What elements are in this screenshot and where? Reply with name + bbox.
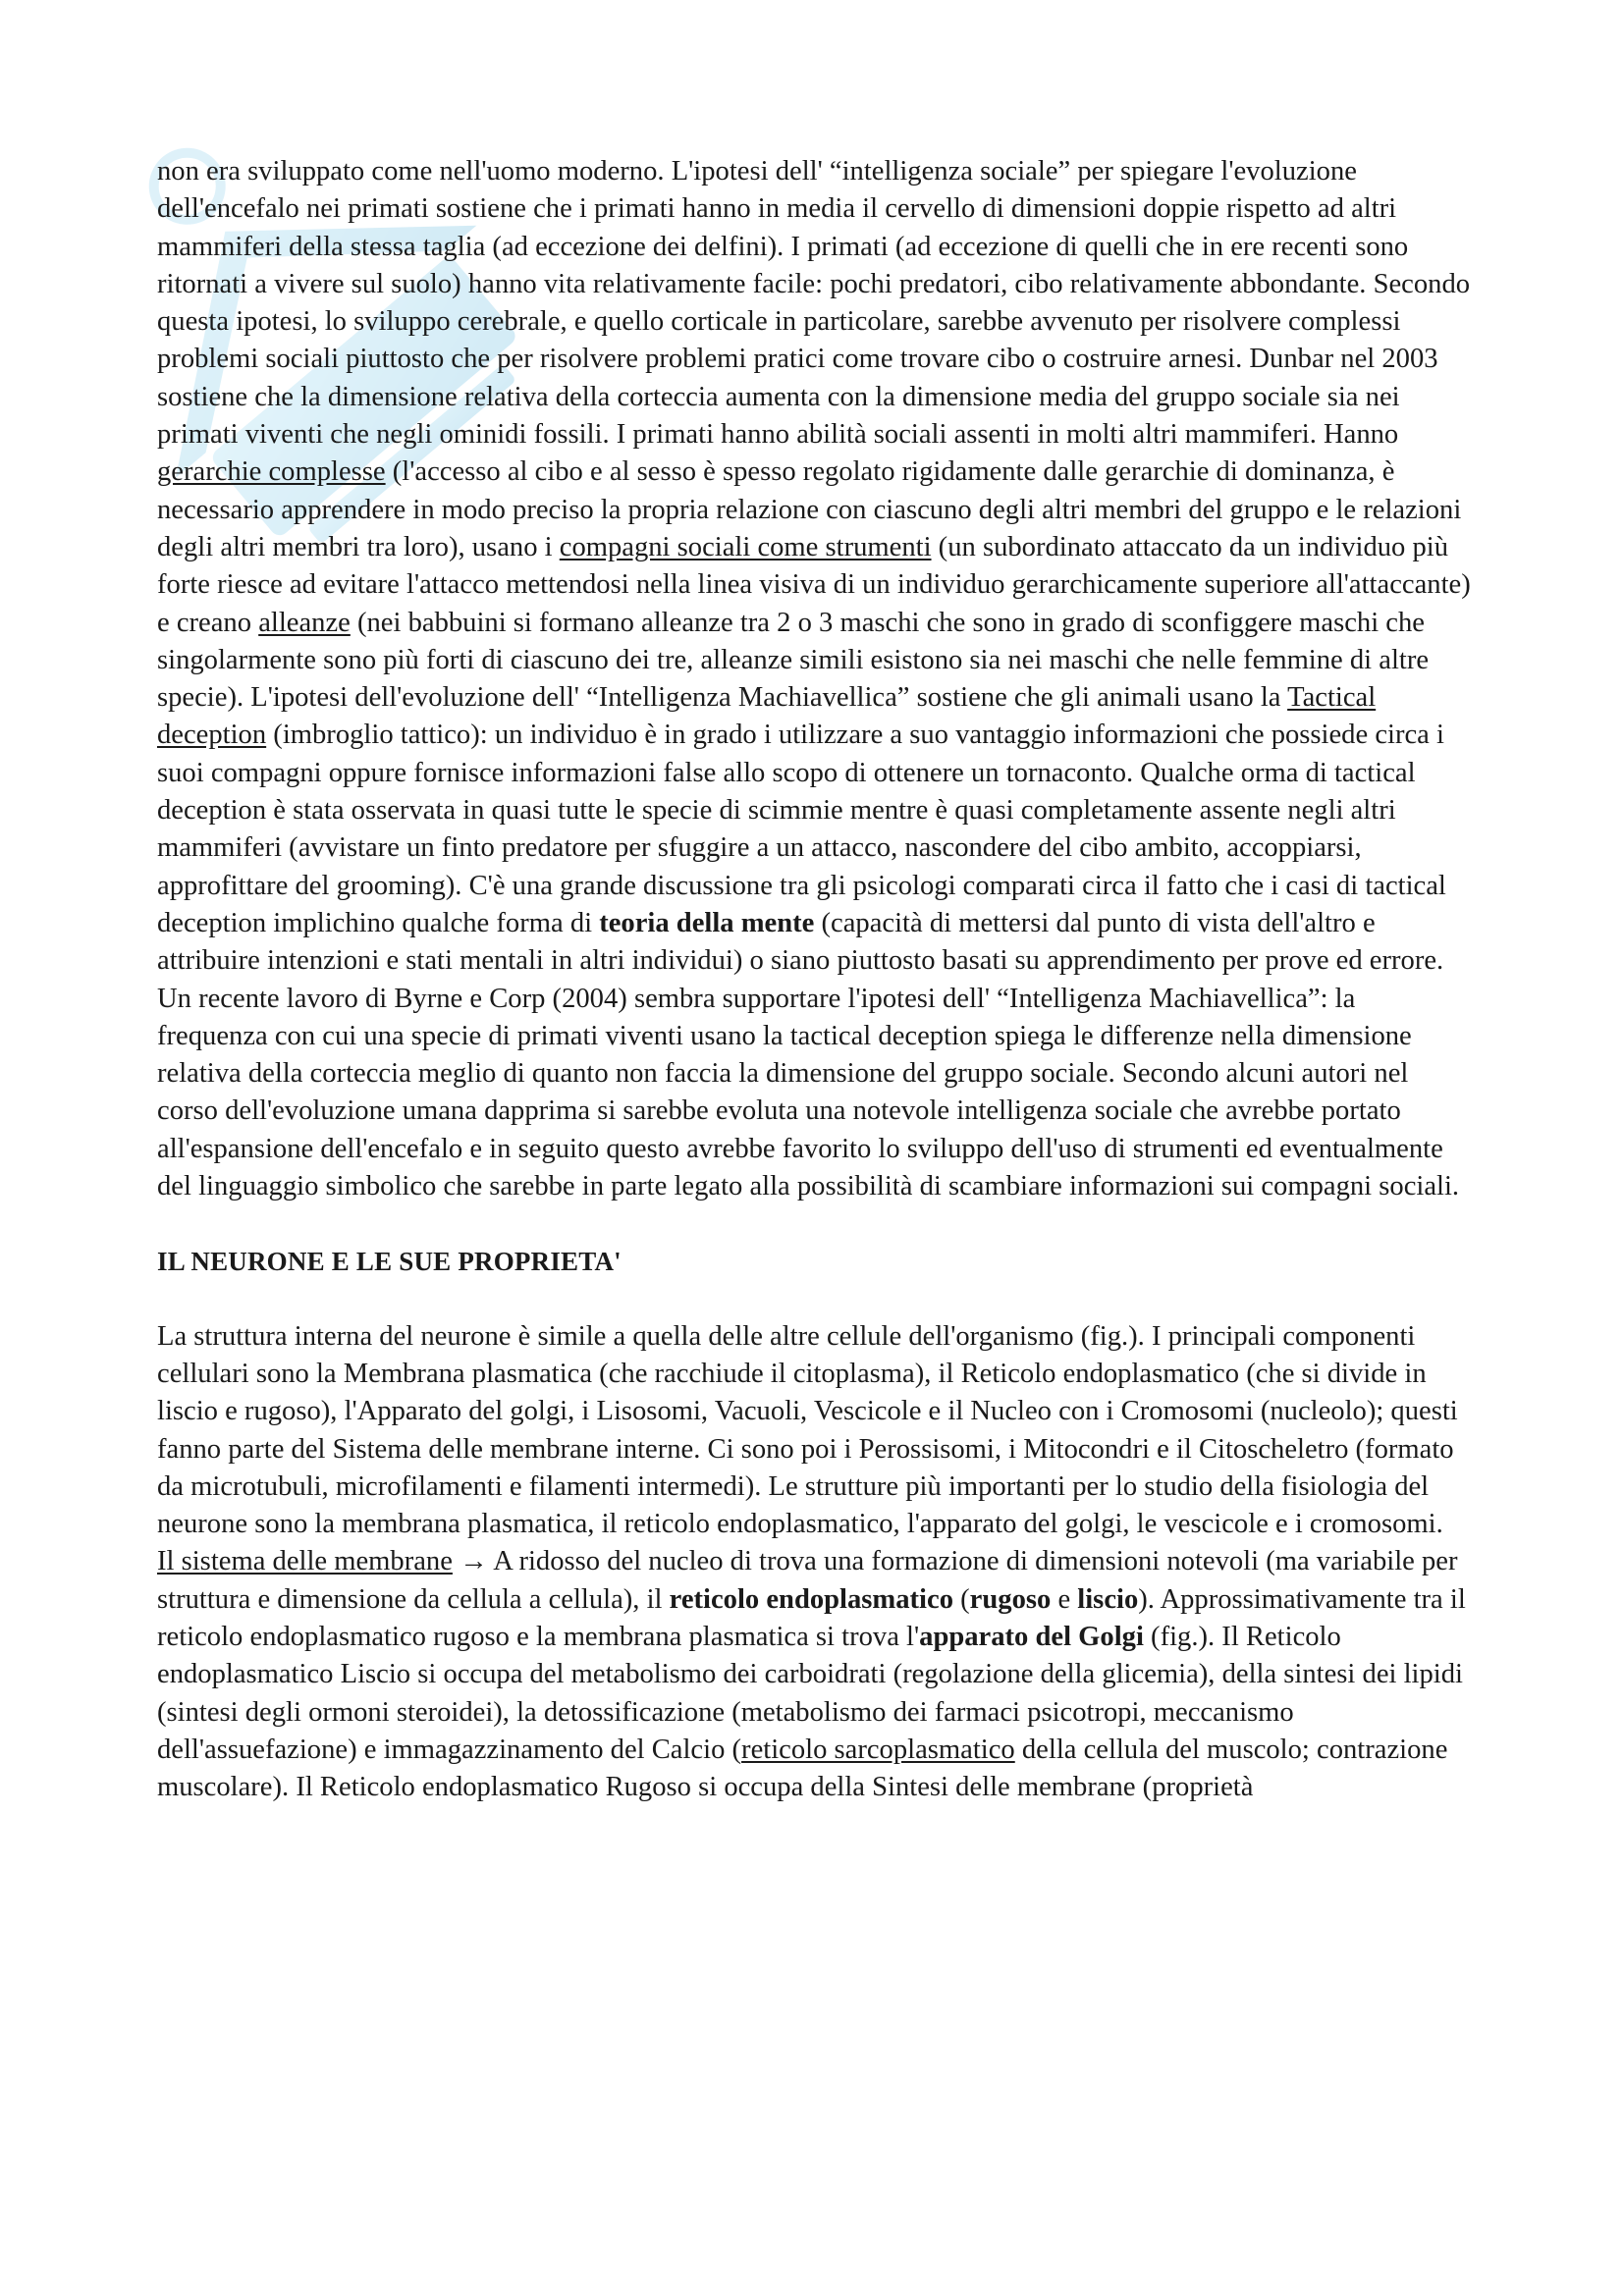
term-sistema-membrane: Il sistema delle membrane <box>157 1546 453 1577</box>
paragraph-membrane-system: Il sistema delle membrane → A ridosso del nucleo di trova una formazione di dimensioni notevoli (ma variabile per struttura e dimensione da cellula a cellula), il reticolo endoplasmatico (rugoso e liscio). Approssimativamente tra il reticolo endoplasmatico rugoso e la membrana plasmatica si trova l'apparato del Golgi (fig.). Il Reticolo endoplasmatico Liscio si occupa del metabolismo dei carboidrati (regolazione della glicemia), della sintesi dei lipidi (sintesi degli ormoni steroidei), la detossificazione (metabolismo dei farmaci psicotropi, meccanismo dell'assuefazione) e immagazzinamento del Calcio (reticolo sarcoplasmatico della cellula del muscolo; contrazione muscolare). Il Reticolo endoplasmatico Rugoso si occupa della Sintesi delle membrane (proprietà <box>157 1546 1466 1803</box>
paragraph-social-intelligence: non era sviluppato come nell'uomo moderno. L'ipotesi dell' “intelligenza sociale” per spiegare l'evoluzione dell'encefalo nei primati sostiene che i primati hanno in media il cervello di dimensioni doppie rispetto ad altri mammiferi della stessa taglia (ad eccezione dei delfini). I primati (ad eccezione di quelli che in ere recenti sono ritornati a vivere sul suolo) hanno vita relativamente facile: pochi predatori, cibo relativamente abbondante. Secondo questa ipotesi, lo sviluppo cerebrale, e quello corticale in particolare, sarebbe avvenuto per risolvere complessi problemi sociali piuttosto che per risolvere problemi pratici come trovare cibo o costruire arnesi. Dunbar nel 2003 sostiene che la dimensione relativa della corteccia aumenta con la dimensione media del gruppo sociale sia nei primati viventi che negli ominidi fossili. I primati hanno abilità sociali assenti in molti altri mammiferi. Hanno gerarchie complesse (l'accesso al cibo e al sesso è spesso regolato rigidamente dalle gerarchie di dominanza, è necessario apprendere in modo preciso la propria relazione con ciascuno degli altri membri del gruppo e le relazioni degli altri membri tra loro), usano i compagni sociali come strumenti (un subordinato attaccato da un individuo più forte riesce ad evitare l'attacco mettendosi nella linea visiva di un individuo gerarchicamente superiore all'attaccante) e creano alleanze (nei babbuini si formano alleanze tra 2 o 3 maschi che sono in grado di sconfiggere maschi che singolarmente sono più forti di ciascuno dei tre, alleanze simili esistono sia nei maschi che nelle femmine di altre specie). L'ipotesi dell'evoluzione dell' “Intelligenza Machiavellica” sostiene che gli animali usano la Tactical deception (imbroglio tattico): un individuo è in grado i utilizzare a suo vantaggio informazioni che possiede circa i suoi compagni oppure fornisce informazioni false allo scopo di ottenere un tornaconto. Qualche orma di tactical deception è stata osservata in quasi tutte le specie di scimmie mentre è quasi completamente assente negli altri mammiferi (avvistare un finto predatore per sfuggire a un attacco, nascondere del cibo ambito, accoppiarsi, approfittare del grooming). C'è una grande discussione tra gli psicologi comparati circa il fatto che i casi di tactical deception implichino qualche forma di teoria della mente (capacità di mettersi dal punto di vista dell'altro e attribuire intenzioni e stati mentali in altri individui) o siano piuttosto basati su apprendimento per prove ed errore. Un recente lavoro di Byrne e Corp (2004) sembra supportare l'ipotesi dell' “Intelligenza Machiavellica”: la frequenza con cui una specie di primati viventi usano la tactical deception spiega le differenze nella dimensione relativa della corteccia meglio di quanto non faccia la dimensione del gruppo sociale. Secondo alcuni autori nel corso dell'evoluzione umana dapprima si sarebbe evoluta una notevole intelligenza sociale che avrebbe portato all'espansione dell'encefalo e in seguito questo avrebbe favorito lo sviluppo dell'uso di strumenti ed eventualmente del linguaggio simbolico che sarebbe in parte legato alla possibilità di scambiare informazioni sui compagni sociali. <box>157 156 1471 1202</box>
term-liscio: liscio <box>1077 1583 1139 1615</box>
term-alleanze: alleanze <box>258 607 351 638</box>
term-tactical-deception: Tactical deception <box>157 682 1377 751</box>
section-heading: IL NEURONE E LE SUE PROPRIETA' <box>157 1247 622 1277</box>
term-rugoso: rugoso <box>969 1583 1052 1615</box>
document-body <box>157 153 1473 1806</box>
term-teoria-della-mente: teoria della mente <box>599 907 815 938</box>
term-reticolo-endoplasmatico: reticolo endoplasmatico <box>669 1583 953 1615</box>
paragraph-neuron-structure: La struttura interna del neurone è simile a quella delle altre cellule dell'organismo (fig.). I principali componenti cellulari sono la Membrana plasmatica (che racchiude il citoplasma), il Reticolo endoplasmatico (che si divide in liscio e rugoso), l'Apparato del golgi, i Lisosomi, Vacuoli, Vescicole e il Nucleo con i Cromosomi (nucleolo); questi fanno parte del Sistema delle membrane interne. Ci sono poi i Perossisomi, i Mitocondri e il Citoscheletro (formato da microtubuli, microfilamenti e filamenti intermedi). Le strutture più importanti per lo studio della fisiologia del neurone sono la membrana plasmatica, il reticolo endoplasmatico, l'apparato del golgi, le vescicole e i cromosomi. <box>157 1320 1458 1540</box>
term-reticolo-sarcoplasmatico: reticolo sarcoplasmatico <box>741 1734 1015 1765</box>
term-compagni-sociali: compagni sociali come strumenti <box>559 531 932 562</box>
term-apparato-golgi: apparato del Golgi <box>919 1621 1144 1652</box>
term-gerarchie-complesse: gerarchie complesse <box>157 456 386 488</box>
